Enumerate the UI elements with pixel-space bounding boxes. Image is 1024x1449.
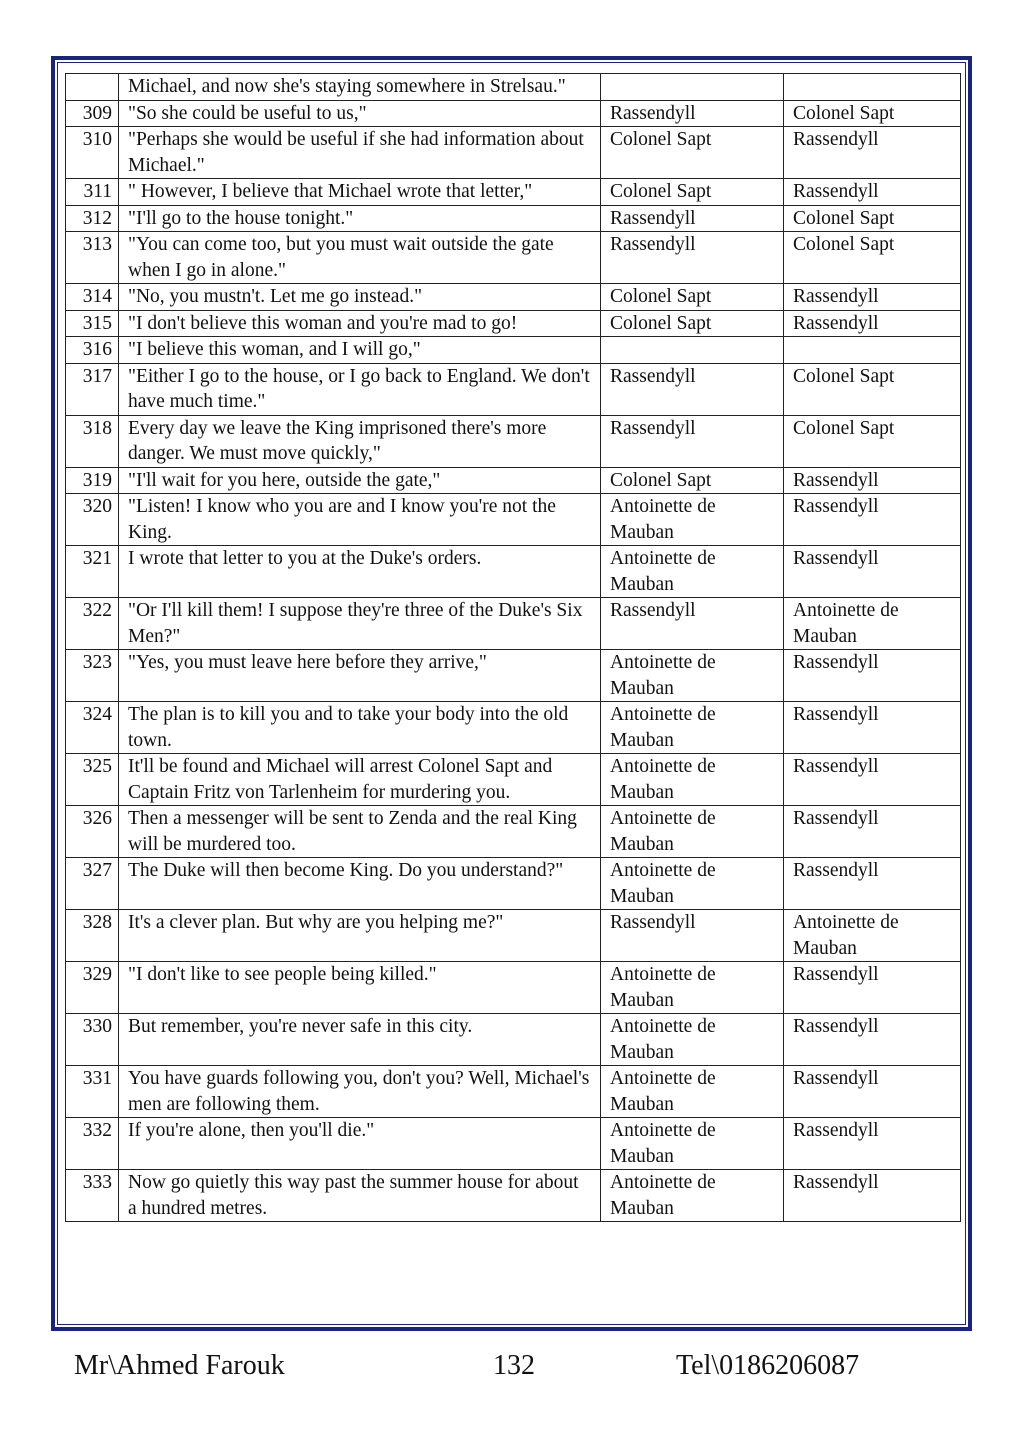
speaker-cell: Antoinette de Mauban bbox=[601, 494, 784, 546]
line-number-cell: 310 bbox=[66, 127, 119, 179]
table-row bbox=[66, 284, 961, 311]
footer-phone: Tel\0186206087 bbox=[676, 1350, 860, 1381]
table-row bbox=[66, 1118, 961, 1170]
line-number-cell: 309 bbox=[66, 100, 119, 127]
line-number-cell: 324 bbox=[66, 702, 119, 754]
speaker-cell: Colonel Sapt bbox=[601, 179, 784, 206]
line-number-cell: 330 bbox=[66, 1014, 119, 1066]
listener-cell: Colonel Sapt bbox=[784, 363, 961, 415]
dialogue-text-cell: "Yes, you must leave here before they arrive," bbox=[119, 650, 601, 702]
table-row bbox=[66, 179, 961, 206]
dialogue-text-cell: Michael, and now she's staying somewhere in Strelsau." bbox=[119, 74, 601, 101]
dialogue-text-cell: "Perhaps she would be useful if she had information about Michael." bbox=[119, 127, 601, 179]
speaker-cell: Antoinette de Mauban bbox=[601, 702, 784, 754]
table-row bbox=[66, 1170, 961, 1222]
dialogue-text-cell: "I don't believe this woman and you're mad to go! bbox=[119, 310, 601, 337]
speaker-cell: Rassendyll bbox=[601, 910, 784, 962]
speaker-cell: Colonel Sapt bbox=[601, 127, 784, 179]
line-number-cell: 319 bbox=[66, 467, 119, 494]
line-number-cell: 313 bbox=[66, 232, 119, 284]
listener-cell: Rassendyll bbox=[784, 702, 961, 754]
speaker-cell: Antoinette de Mauban bbox=[601, 1170, 784, 1222]
listener-cell: Rassendyll bbox=[784, 179, 961, 206]
listener-cell: Rassendyll bbox=[784, 1066, 961, 1118]
dialogue-text-cell: "I believe this woman, and I will go," bbox=[119, 337, 601, 364]
dialogue-text-cell: If you're alone, then you'll die." bbox=[119, 1118, 601, 1170]
line-number-cell: 317 bbox=[66, 363, 119, 415]
speaker-cell: Antoinette de Mauban bbox=[601, 1118, 784, 1170]
table-row bbox=[66, 754, 961, 806]
table-row bbox=[66, 962, 961, 1014]
dialogue-text-cell: "I'll wait for you here, outside the gate," bbox=[119, 467, 601, 494]
dialogue-text-cell: I wrote that letter to you at the Duke's orders. bbox=[119, 546, 601, 598]
table-row bbox=[66, 650, 961, 702]
listener-cell: Colonel Sapt bbox=[784, 415, 961, 467]
line-number-cell: 333 bbox=[66, 1170, 119, 1222]
line-number-cell: 327 bbox=[66, 858, 119, 910]
speaker-cell: Antoinette de Mauban bbox=[601, 858, 784, 910]
listener-cell: Antoinette de Mauban bbox=[784, 598, 961, 650]
listener-cell: Rassendyll bbox=[784, 284, 961, 311]
footer-page-number: 132 bbox=[493, 1350, 535, 1381]
listener-cell: Rassendyll bbox=[784, 754, 961, 806]
listener-cell: Rassendyll bbox=[784, 1170, 961, 1222]
line-number-cell: 331 bbox=[66, 1066, 119, 1118]
speaker-cell bbox=[601, 337, 784, 364]
line-number-cell: 318 bbox=[66, 415, 119, 467]
line-number-cell: 328 bbox=[66, 910, 119, 962]
listener-cell: Rassendyll bbox=[784, 858, 961, 910]
listener-cell bbox=[784, 74, 961, 101]
table-row bbox=[66, 702, 961, 754]
speaker-cell: Antoinette de Mauban bbox=[601, 1014, 784, 1066]
table-row bbox=[66, 598, 961, 650]
listener-cell: Rassendyll bbox=[784, 806, 961, 858]
speaker-cell: Antoinette de Mauban bbox=[601, 546, 784, 598]
dialogue-text-cell: But remember, you're never safe in this city. bbox=[119, 1014, 601, 1066]
table-row bbox=[66, 205, 961, 232]
table-row bbox=[66, 1014, 961, 1066]
table-row bbox=[66, 1066, 961, 1118]
listener-cell: Rassendyll bbox=[784, 1014, 961, 1066]
table-row bbox=[66, 232, 961, 284]
line-number-cell: 322 bbox=[66, 598, 119, 650]
line-number-cell: 329 bbox=[66, 962, 119, 1014]
line-number-cell: 312 bbox=[66, 205, 119, 232]
speaker-cell: Colonel Sapt bbox=[601, 310, 784, 337]
line-number-cell bbox=[66, 74, 119, 101]
dialogue-text-cell: You have guards following you, don't you? Well, Michael's men are following them. bbox=[119, 1066, 601, 1118]
line-number-cell: 315 bbox=[66, 310, 119, 337]
dialogue-text-cell: " However, I believe that Michael wrote that letter," bbox=[119, 179, 601, 206]
dialogue-text-cell: "I'll go to the house tonight." bbox=[119, 205, 601, 232]
dialogue-text-cell: "I don't like to see people being killed." bbox=[119, 962, 601, 1014]
speaker-cell: Antoinette de Mauban bbox=[601, 1066, 784, 1118]
dialogue-text-cell: "No, you mustn't. Let me go instead." bbox=[119, 284, 601, 311]
dialogue-text-cell: "Either I go to the house, or I go back to England. We don't have much time." bbox=[119, 363, 601, 415]
listener-cell: Rassendyll bbox=[784, 1118, 961, 1170]
speaker-cell: Rassendyll bbox=[601, 100, 784, 127]
table-row bbox=[66, 337, 961, 364]
dialogue-text-cell: "You can come too, but you must wait outside the gate when I go in alone." bbox=[119, 232, 601, 284]
listener-cell: Rassendyll bbox=[784, 962, 961, 1014]
dialogue-text-cell: "So she could be useful to us," bbox=[119, 100, 601, 127]
table-row bbox=[66, 467, 961, 494]
dialogue-text-cell: It's a clever plan. But why are you helping me?" bbox=[119, 910, 601, 962]
line-number-cell: 311 bbox=[66, 179, 119, 206]
dialogue-text-cell: Then a messenger will be sent to Zenda and the real King will be murdered too. bbox=[119, 806, 601, 858]
speaker-cell: Rassendyll bbox=[601, 415, 784, 467]
dialogue-text-cell: Every day we leave the King imprisoned there's more danger. We must move quickly," bbox=[119, 415, 601, 467]
listener-cell: Rassendyll bbox=[784, 494, 961, 546]
speaker-cell: Antoinette de Mauban bbox=[601, 962, 784, 1014]
table-row bbox=[66, 415, 961, 467]
speaker-cell: Rassendyll bbox=[601, 598, 784, 650]
line-number-cell: 323 bbox=[66, 650, 119, 702]
table-row bbox=[66, 806, 961, 858]
speaker-cell: Colonel Sapt bbox=[601, 284, 784, 311]
line-number-cell: 320 bbox=[66, 494, 119, 546]
table-row bbox=[66, 100, 961, 127]
table-row bbox=[66, 127, 961, 179]
line-number-cell: 316 bbox=[66, 337, 119, 364]
line-number-cell: 321 bbox=[66, 546, 119, 598]
table-row bbox=[66, 74, 961, 101]
listener-cell: Antoinette de Mauban bbox=[784, 910, 961, 962]
line-number-cell: 332 bbox=[66, 1118, 119, 1170]
table-row bbox=[66, 310, 961, 337]
listener-cell: Rassendyll bbox=[784, 467, 961, 494]
table-row bbox=[66, 858, 961, 910]
listener-cell: Rassendyll bbox=[784, 546, 961, 598]
listener-cell: Rassendyll bbox=[784, 310, 961, 337]
dialogue-text-cell: "Or I'll kill them! I suppose they're three of the Duke's Six Men?" bbox=[119, 598, 601, 650]
line-number-cell: 325 bbox=[66, 754, 119, 806]
line-number-cell: 326 bbox=[66, 806, 119, 858]
listener-cell: Colonel Sapt bbox=[784, 100, 961, 127]
speaker-cell: Colonel Sapt bbox=[601, 467, 784, 494]
table-row bbox=[66, 363, 961, 415]
dialogue-text-cell: It'll be found and Michael will arrest Colonel Sapt and Captain Fritz von Tarlenheim for murdering you. bbox=[119, 754, 601, 806]
listener-cell: Rassendyll bbox=[784, 127, 961, 179]
table-row bbox=[66, 494, 961, 546]
table-row bbox=[66, 910, 961, 962]
listener-cell: Colonel Sapt bbox=[784, 232, 961, 284]
line-number-cell: 314 bbox=[66, 284, 119, 311]
speaker-cell: Antoinette de Mauban bbox=[601, 754, 784, 806]
dialogue-text-cell: The plan is to kill you and to take your body into the old town. bbox=[119, 702, 601, 754]
listener-cell bbox=[784, 337, 961, 364]
listener-cell: Rassendyll bbox=[784, 650, 961, 702]
dialogue-table bbox=[65, 73, 961, 1222]
speaker-cell: Rassendyll bbox=[601, 232, 784, 284]
dialogue-text-cell: "Listen! I know who you are and I know you're not the King. bbox=[119, 494, 601, 546]
speaker-cell: Antoinette de Mauban bbox=[601, 806, 784, 858]
table-row bbox=[66, 546, 961, 598]
speaker-cell bbox=[601, 74, 784, 101]
speaker-cell: Rassendyll bbox=[601, 205, 784, 232]
listener-cell: Colonel Sapt bbox=[784, 205, 961, 232]
dialogue-text-cell: Now go quietly this way past the summer house for about a hundred metres. bbox=[119, 1170, 601, 1222]
speaker-cell: Rassendyll bbox=[601, 363, 784, 415]
speaker-cell: Antoinette de Mauban bbox=[601, 650, 784, 702]
dialogue-text-cell: The Duke will then become King. Do you understand?" bbox=[119, 858, 601, 910]
dialogue-table-body bbox=[66, 74, 961, 1222]
footer-author: Mr\Ahmed Farouk bbox=[74, 1350, 285, 1381]
